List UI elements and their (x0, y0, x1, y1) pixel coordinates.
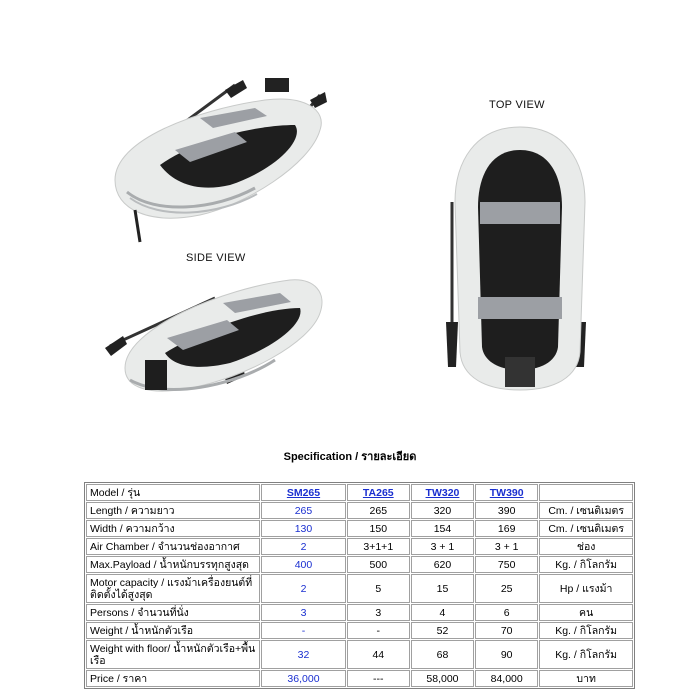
cell-value: 5 (347, 574, 410, 603)
cell-value: 3 (347, 604, 410, 621)
row-label: Width / ความกว้าง (86, 520, 260, 537)
cell-value: 390 (475, 502, 538, 519)
header-label: Model / รุ่น (86, 484, 260, 501)
cell-value: 3 + 1 (475, 538, 538, 555)
cell-value: 2 (261, 574, 345, 603)
table-row (86, 604, 633, 621)
cell-value: 265 (261, 502, 345, 519)
row-unit: Cm. / เซนติเมตร (539, 520, 633, 537)
row-label: Weight / น้ำหนักตัวเรือ (86, 622, 260, 639)
table-row (86, 670, 633, 687)
cell-value: 15 (411, 574, 474, 603)
spec-table (84, 482, 635, 689)
row-label: Max.Payload / น้ำหนักบรรทุกสูงสุด (86, 556, 260, 573)
cell-value: 3+1+1 (347, 538, 410, 555)
cell-value: 25 (475, 574, 538, 603)
table-row (86, 640, 633, 669)
table-row (86, 538, 633, 555)
cell-value: 620 (411, 556, 474, 573)
cell-value: 500 (347, 556, 410, 573)
row-label: Length / ความยาว (86, 502, 260, 519)
cell-value: - (261, 622, 345, 639)
row-unit: Cm. / เซนติเมตร (539, 502, 633, 519)
table-row (86, 556, 633, 573)
row-unit: Kg. / กิโลกรัม (539, 622, 633, 639)
boat-photo-top (440, 122, 600, 402)
row-label: Price / ราคา (86, 670, 260, 687)
cell-value: 3 (261, 604, 345, 621)
cell-value: 265 (347, 502, 410, 519)
cell-value: --- (347, 670, 410, 687)
cell-value: 3 + 1 (411, 538, 474, 555)
row-unit: Kg. / กิโลกรัม (539, 640, 633, 669)
cell-value: 6 (475, 604, 538, 621)
top-view-label: TOP VIEW (489, 99, 545, 111)
cell-value: 90 (475, 640, 538, 669)
cell-value: 2 (261, 538, 345, 555)
table-row (86, 574, 633, 603)
boat-photo-side (105, 268, 335, 408)
cell-value: 130 (261, 520, 345, 537)
model-sm265-link[interactable]: SM265 (261, 484, 345, 501)
boat-photo-perspective (105, 70, 335, 250)
cell-value: - (347, 622, 410, 639)
table-header-row (86, 484, 633, 501)
model-tw320-link[interactable]: TW320 (411, 484, 474, 501)
cell-value: 150 (347, 520, 410, 537)
row-label: Motor capacity / แรงม้าเครื่องยนต์ที่ติดตั้งได้สูงสุด (86, 574, 260, 603)
row-unit: บาท (539, 670, 633, 687)
cell-value: 169 (475, 520, 538, 537)
row-label: Weight with floor/ น้ำหนักตัวเรือ+พื้นเรือ (86, 640, 260, 669)
model-ta265-link[interactable]: TA265 (347, 484, 410, 501)
model-tw390-link[interactable]: TW390 (475, 484, 538, 501)
cell-value: 320 (411, 502, 474, 519)
cell-value: 32 (261, 640, 345, 669)
table-row (86, 520, 633, 537)
cell-value: 52 (411, 622, 474, 639)
spec-title: Specification / รายละเอียด (283, 451, 417, 463)
row-unit: Kg. / กิโลกรัม (539, 556, 633, 573)
cell-value: 400 (261, 556, 345, 573)
row-label: Persons / จำนวนที่นั่ง (86, 604, 260, 621)
cell-value: 750 (475, 556, 538, 573)
side-view-label: SIDE VIEW (186, 252, 246, 264)
cell-value: 84,000 (475, 670, 538, 687)
cell-value: 58,000 (411, 670, 474, 687)
table-row (86, 502, 633, 519)
row-unit: คน (539, 604, 633, 621)
cell-value: 154 (411, 520, 474, 537)
header-unit (539, 484, 633, 501)
cell-value: 4 (411, 604, 474, 621)
cell-value: 36,000 (261, 670, 345, 687)
row-unit: Hp / แรงม้า (539, 574, 633, 603)
cell-value: 70 (475, 622, 538, 639)
table-row (86, 622, 633, 639)
cell-value: 68 (411, 640, 474, 669)
row-unit: ช่อง (539, 538, 633, 555)
row-label: Air Chamber / จำนวนช่องอากาศ (86, 538, 260, 555)
cell-value: 44 (347, 640, 410, 669)
